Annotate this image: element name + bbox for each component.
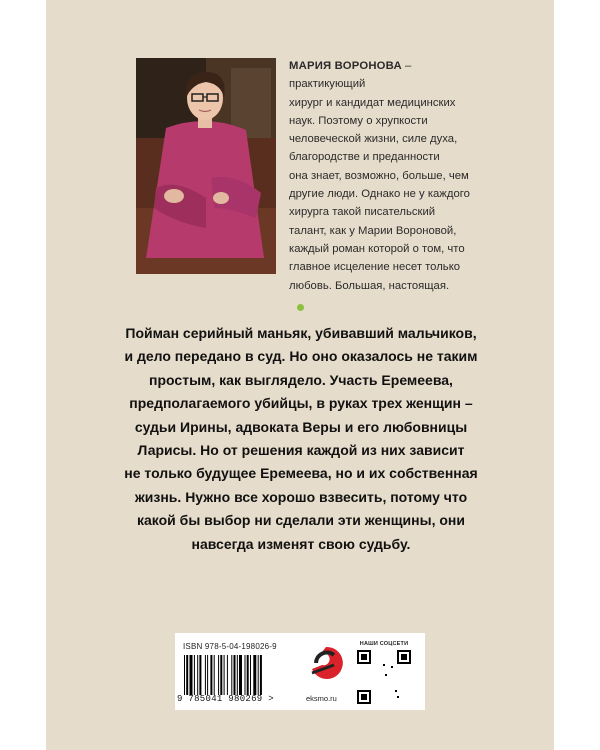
author-name: МАРИЯ ВОРОНОВА	[289, 60, 402, 72]
bio-line: благородстве и преданности	[289, 151, 440, 164]
description-line: и дело передано в суд. Но оно оказалось не таким	[124, 348, 478, 365]
description-line: Пойман серийный маньяк, убивавший мальчиков,	[125, 325, 477, 341]
description-line: судьи Ирины, адвоката Веры и его любовницы	[134, 418, 468, 435]
bio-line: хирург и кандидат медицинских	[289, 96, 456, 109]
barcode-panel	[175, 633, 425, 710]
description-line: навсегда изменят свою судьбу.	[191, 535, 411, 552]
author-photo	[136, 58, 276, 274]
bio-line: каждый роман которой о том, что	[289, 242, 465, 255]
description-line: Ларисы. Но от решения каждой из них зависит	[137, 442, 465, 459]
separator-dot	[297, 304, 304, 311]
description-line: предполагаемого убийцы, в руках трех женщин –	[129, 395, 473, 412]
publisher-site: eksmo.ru	[306, 694, 337, 703]
eksmo-logo-icon	[308, 643, 344, 689]
book-description	[106, 322, 496, 556]
bio-line: она знает, возможно, больше, чем	[289, 169, 469, 182]
description-line: не только будущее Еремеева, но и их собственная	[124, 465, 478, 482]
bio-line: талант, как у Марии Вороновой,	[289, 224, 457, 237]
bio-line: наук. Поэтому о хрупкости	[289, 114, 428, 127]
description-line: какой бы выбор ни сделали эти женщины, они	[137, 512, 465, 529]
barcode-digits: 9 785041 980269 >	[177, 694, 274, 704]
bio-line: другие люди. Однако не у каждого	[289, 188, 470, 201]
qr-code-icon	[357, 650, 411, 704]
qr-label: НАШИ СОЦСЕТИ	[359, 641, 409, 647]
isbn-label: ISBN 978-5-04-198026-9	[183, 642, 277, 651]
bio-line: главное исцеление несет только	[289, 261, 461, 274]
description-line: жизнь. Нужно все хорошо взвесить, потому что	[134, 488, 468, 505]
bio-line: человеческой жизни, силе духа,	[289, 133, 458, 146]
description-line: простым, как выглядело. Участь Еремеева,	[149, 371, 453, 388]
barcode-image	[184, 655, 294, 695]
bio-line: любовь. Большая, настоящая.	[289, 279, 450, 292]
bio-line: МАРИЯ ВОРОНОВА – практикующий	[289, 60, 412, 91]
author-bio	[289, 57, 479, 295]
bio-line: хирурга такой писательский	[289, 206, 436, 219]
